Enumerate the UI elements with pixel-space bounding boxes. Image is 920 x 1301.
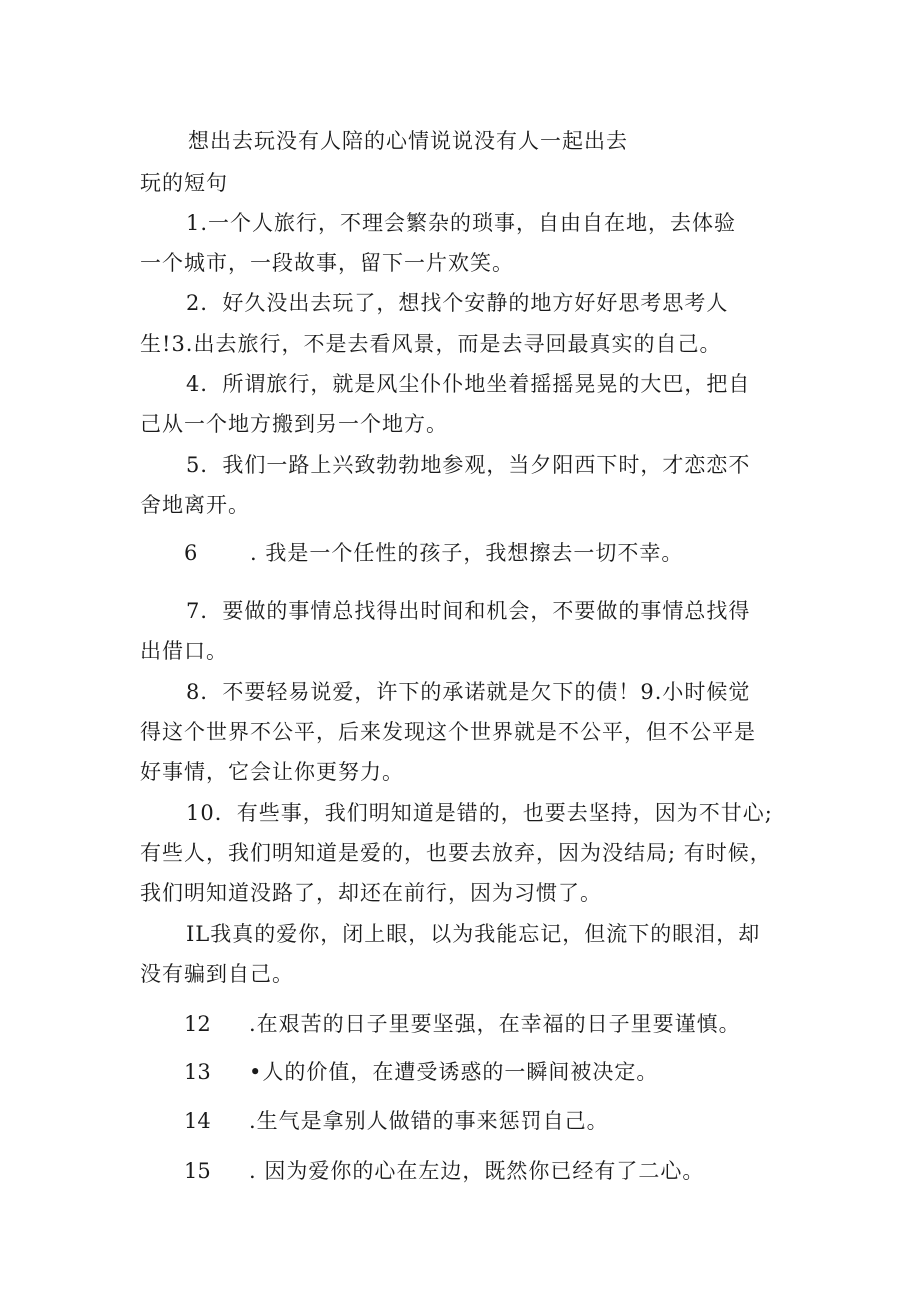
item-11-line-2: 没有骗到自己。 — [140, 962, 294, 986]
title-line-1: 想出去玩没有人陪的心情说说没有人一起出去 — [188, 129, 628, 153]
item-11-line-1: IL我真的爱你，闭上眼，以为我能忘记，但流下的眼泪，却 — [186, 922, 761, 946]
item-15-text: . 因为爱你的心在左边，既然你已经有了二心。 — [249, 1159, 705, 1183]
item-10-line-1: 10．有些事，我们明知道是错的，也要去坚持，因为不甘心; — [186, 801, 773, 825]
item-2-line-1: 2．好久没出去玩了，想找个安静的地方好好思考思考人 — [186, 291, 729, 315]
item-8-line-1: 8．不要轻易说爱，许下的承诺就是欠下的债！9.小时候觉 — [186, 680, 751, 704]
item-13-text: •人的价值，在遭受诱惑的一瞬间被决定。 — [249, 1060, 659, 1084]
item-2-line-2: 生!3.出去旅行，不是去看风景，而是去寻回最真实的自己。 — [140, 332, 722, 356]
item-8-line-3: 好事情，它会让你更努力。 — [140, 760, 404, 784]
title-line-2: 玩的短句 — [140, 171, 228, 195]
item-5-line-2: 舍地离开。 — [140, 493, 250, 517]
item-4-line-2: 己从一个地方搬到另一个地方。 — [140, 412, 448, 436]
item-14-text: .生气是拿别人做错的事来惩罚自己。 — [249, 1109, 609, 1133]
item-6-text: . 我是一个任性的孩子，我想擦去一切不幸。 — [250, 541, 684, 565]
item-7-line-2: 出借口。 — [140, 639, 228, 663]
item-5-line-1: 5．我们一路上兴致勃勃地参观，当夕阳西下时，才恋恋不 — [186, 453, 751, 477]
item-14-number: 14 — [184, 1109, 211, 1133]
item-13-number: 13 — [184, 1060, 211, 1084]
item-7-line-1: 7．要做的事情总找得出时间和机会，不要做的事情总找得 — [186, 599, 751, 623]
item-1-line-1: 1.一个人旅行，不理会繁杂的琐事，自由自在地，去体验 — [186, 211, 737, 235]
item-15-number: 15 — [184, 1159, 211, 1183]
item-8-line-2: 得这个世界不公平，后来发现这个世界就是不公平，但不公平是 — [140, 720, 756, 744]
item-6-number: 6 — [184, 541, 198, 565]
item-1-line-2: 一个城市，一段故事，留下一片欢笑。 — [140, 251, 514, 275]
item-4-line-1: 4．所谓旅行，就是风尘仆仆地坐着摇摇晃晃的大巴，把自 — [186, 372, 751, 396]
item-12-text: .在艰苦的日子里要坚强，在幸福的日子里要谨慎。 — [249, 1012, 741, 1036]
item-12-number: 12 — [184, 1012, 211, 1036]
item-10-line-3: 我们明知道没路了，却还在前行，因为习惯了。 — [140, 881, 602, 905]
item-10-line-2: 有些人，我们明知道是爱的，也要去放弃，因为没结局; 有时候， — [140, 841, 772, 865]
